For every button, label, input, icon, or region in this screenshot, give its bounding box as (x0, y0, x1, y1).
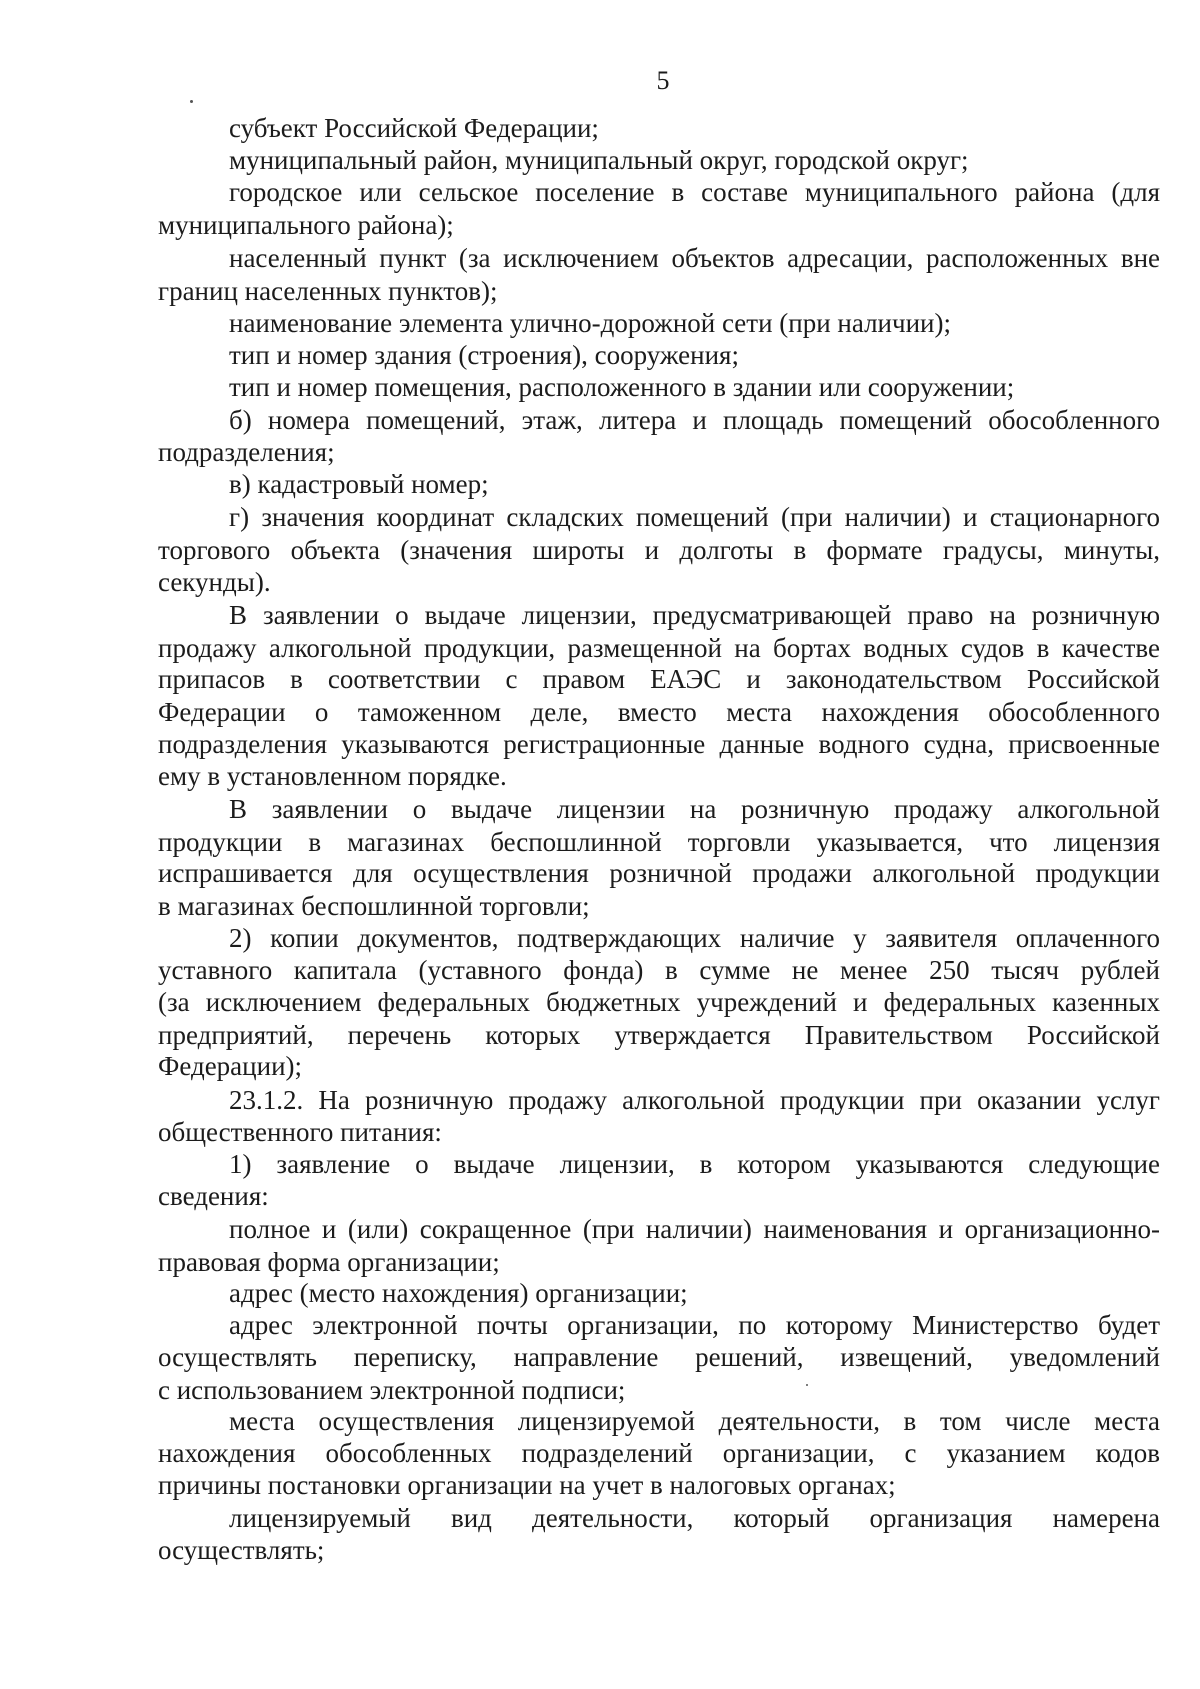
text-line: в) кадастровый номер; (229, 469, 489, 499)
text-line: сведения: (158, 1181, 269, 1211)
text-line: продажу алкогольной продукции, размещенной на бортах водных судов в качестве (158, 633, 1160, 663)
text-line: испрашивается для осуществления розничной продажи алкогольной продукции (158, 858, 1160, 888)
text-line: г) значения координат складских помещений (при наличии) и стационарного (229, 502, 1160, 532)
text-line: уставного капитала (уставного фонда) в сумме не менее 250 тысяч рублей (158, 955, 1160, 985)
text-line: муниципальный район, муниципальный округ, городской округ; (229, 145, 969, 175)
text-line: лицензируемый вид деятельности, который организация намерена (229, 1503, 1160, 1533)
text-line: субъект Российской Федерации; (229, 113, 599, 143)
scan-speck (806, 1384, 808, 1386)
text-line: в магазинах беспошлинной торговли; (158, 891, 590, 921)
text-line: городское или сельское поселение в составе муниципального района (для (229, 177, 1160, 207)
text-line: 23.1.2. На розничную продажу алкогольной продукции при оказании услуг (229, 1085, 1160, 1115)
text-line: продукции в магазинах беспошлинной торговли указывается, что лицензия (158, 827, 1160, 857)
text-line: припасов в соответствии с правом ЕАЭС и законодательством Российской (158, 664, 1160, 694)
text-line: осуществлять; (158, 1535, 325, 1565)
text-line: муниципального района); (158, 210, 454, 240)
text-line: В заявлении о выдаче лицензии, предусматривающей право на розничную (229, 600, 1160, 630)
text-line: (за исключением федеральных бюджетных учреждений и федеральных казенных (158, 987, 1160, 1017)
text-line: б) номера помещений, этаж, литера и площадь помещений обособленного (229, 405, 1160, 435)
text-line: населенный пункт (за исключением объектов адресации, расположенных вне (229, 243, 1160, 273)
text-line: тип и номер помещения, расположенного в здании или сооружении; (229, 372, 1015, 402)
text-line: адрес электронной почты организации, по которому Министерство будет (229, 1310, 1160, 1340)
text-line: наименование элемента улично-дорожной сети (при наличии); (229, 308, 951, 338)
text-line: 1) заявление о выдаче лицензии, в котором указываются следующие (229, 1149, 1160, 1179)
text-line: адрес (место нахождения) организации; (229, 1278, 688, 1308)
page-number: 5 (656, 66, 670, 95)
text-line: правовая форма организации; (158, 1247, 500, 1277)
text-line: В заявлении о выдаче лицензии на розничную продажу алкогольной (229, 794, 1160, 824)
text-line: полное и (или) сокращенное (при наличии) наименования и организационно- (229, 1214, 1160, 1244)
scan-speck (190, 100, 193, 103)
text-line: причины постановки организации на учет в налоговых органах; (158, 1470, 896, 1500)
text-line: ему в установленном порядке. (158, 761, 507, 791)
text-line: подразделения; (158, 437, 335, 467)
text-line: нахождения обособленных подразделений организации, с указанием кодов (158, 1438, 1160, 1468)
text-line: тип и номер здания (строения), сооружения; (229, 340, 739, 370)
text-line: осуществлять переписку, направление решений, извещений, уведомлений (158, 1342, 1160, 1372)
text-line: торгового объекта (значения широты и долготы в формате градусы, минуты, (158, 535, 1160, 565)
text-line: с использованием электронной подписи; (158, 1375, 626, 1405)
text-line: Федерации о таможенном деле, вместо места нахождения обособленного (158, 697, 1160, 727)
text-line: 2) копии документов, подтверждающих наличие у заявителя оплаченного (229, 923, 1160, 953)
text-line: подразделения указываются регистрационные данные водного судна, присвоенные (158, 729, 1160, 759)
text-line: общественного питания: (158, 1117, 442, 1147)
text-line: места осуществления лицензируемой деятельности, в том числе места (229, 1406, 1160, 1436)
text-line: предприятий, перечень которых утверждается Правительством Российской (158, 1020, 1160, 1050)
text-line: секунды). (158, 567, 271, 597)
text-line: границ населенных пунктов); (158, 276, 498, 306)
text-line: Федерации); (158, 1051, 303, 1081)
